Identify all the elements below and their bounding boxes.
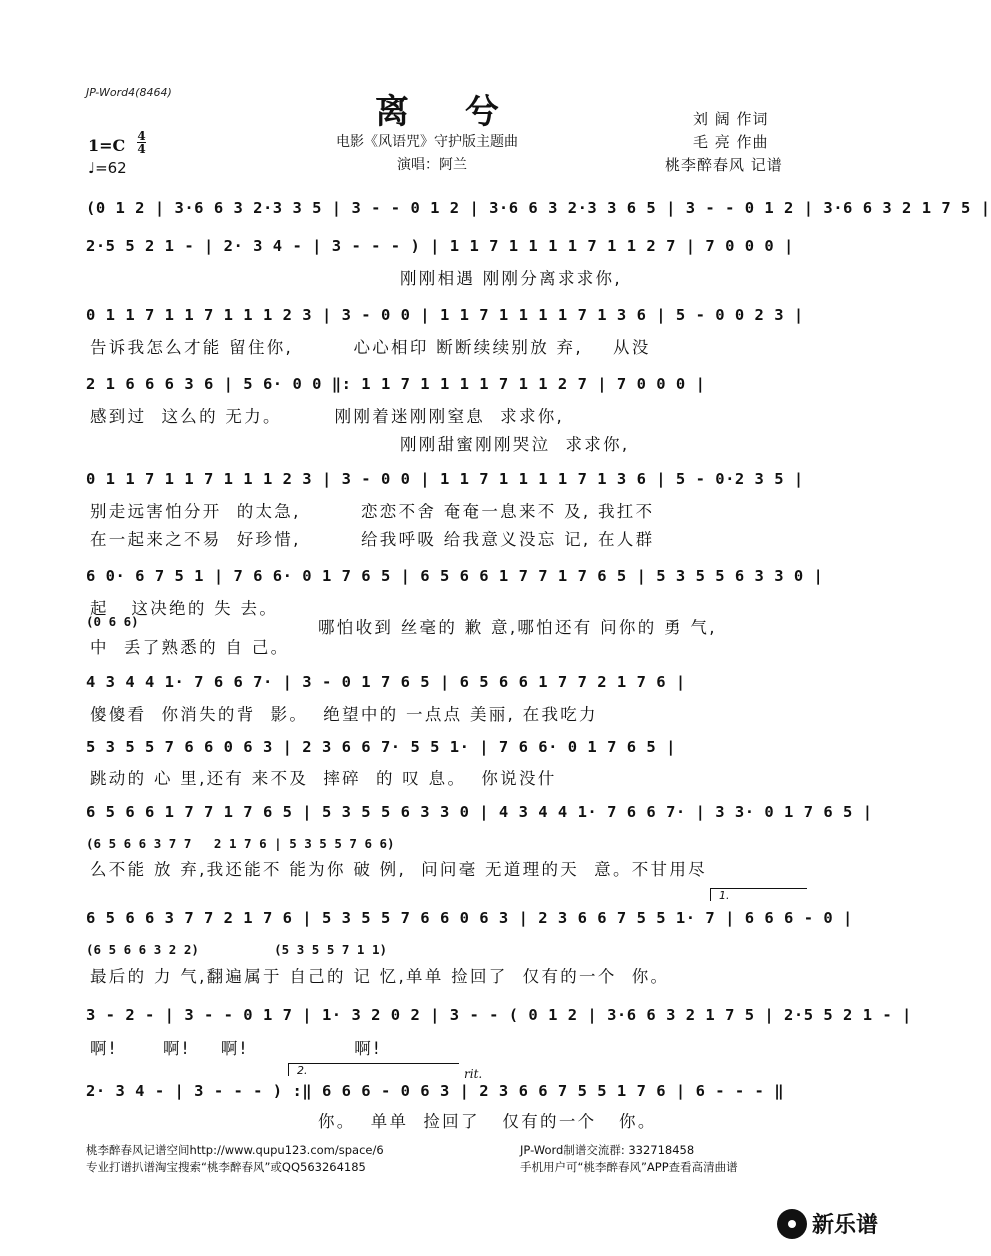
notation-line: 6 0· 6 7 5 1 | 7 6 6· 0 1 7 6 5 | 6 5 6 6 1 7 7 1 7 6 5 | 5 3 5 5 6 3 3 0 | — [86, 567, 824, 585]
tempo-marking: ♩=62 — [88, 159, 127, 177]
notation-line: 6 5 6 6 1 7 7 1 7 6 5 | 5 3 5 5 6 3 3 0 | 4 3 4 4 1· 7 6 6 7· | 3 3· 0 1 7 6 5 | — [86, 803, 873, 821]
notation-line: 6 5 6 6 3 7 7 2 1 7 6 | 5 3 5 5 7 6 6 0 6 3 | 2 3 6 6 7 5 5 1· 7 | 6 6 6 - 0 | — [86, 909, 853, 927]
volta-bracket-2 — [288, 1063, 459, 1076]
song-subtitle: 电影《风语咒》守护版主题曲 — [336, 134, 518, 150]
time-signature — [137, 130, 146, 155]
lyric-line: 中 丢了熟悉的 自 己。 — [90, 638, 290, 657]
time-signature-numerator: 4 — [137, 129, 146, 143]
lyric-line: 哪怕收到 丝毫的 歉 意,哪怕还有 问你的 勇 气, — [318, 618, 717, 637]
lyric-line: 你。 单单 捡回了 仅有的一个 你。 — [318, 1112, 657, 1131]
lyric-line: 么不能 放 弃,我还能不 能为你 破 例, 问问毫 无道理的天 意。不甘用尽 — [90, 860, 707, 879]
footer-note: JP-Word制谱交流群: 332718458 — [520, 1143, 695, 1157]
notation-line: 0 1 1 7 1 1 7 1 1 1 2 3 | 3 - 0 0 | 1 1 7 1 1 1 1 7 1 3 6 | 5 - 0·2 3 5 | — [86, 470, 804, 488]
song-title: 离 兮 — [375, 92, 521, 132]
ritardando-mark: rit. — [464, 1067, 483, 1081]
volta-label: 2. — [297, 1064, 308, 1077]
lyricist-credit: 刘 阔 作词 — [693, 110, 769, 128]
footer-note: 桃李醉春风记谱空间http://www.qupu123.com/space/6 — [86, 1143, 384, 1157]
harmony-line: (6 5 6 6 3 2 2) (5 3 5 5 7 1 1) — [86, 942, 388, 957]
footer-note: 手机用户可“桃李醉春风”APP查看高清曲谱 — [520, 1160, 738, 1174]
volta-label: 1. — [719, 889, 730, 902]
record-disc-icon — [777, 1209, 807, 1239]
lyric-line: 刚刚相遇 刚刚分离求求你, — [400, 269, 622, 288]
lyric-line: 跳动的 心 里,还有 来不及 摔碎 的 叹 息。 你说没什 — [90, 769, 557, 788]
lyric-line: 告诉我怎么才能 留住你, 心心相印 断断续续别放 弃, 从没 — [90, 338, 651, 357]
notation-line: (0 1 2 | 3·6 6 3 2·3 3 5 | 3 - - 0 1 2 | 3·6 6 3 2·3 3 6 5 | 3 - - 0 1 2 | 3·6 6 3 2 1 7 5 | — [86, 199, 991, 217]
lyric-line: 别走远害怕分开 的太急, 恋恋不舍 奄奄一息来不 及, 我扛不 — [90, 502, 655, 521]
notation-line: 2·5 5 2 1 - | 2· 3 4 - | 3 - - - ) | 1 1 7 1 1 1 1 7 1 1 2 7 | 7 0 0 0 | — [86, 237, 794, 255]
lyric-line: 感到过 这么的 无力。 刚刚着迷刚刚窒息 求求你, — [90, 407, 565, 426]
harmony-line: (0 6 6) — [86, 614, 139, 629]
transcriber-credit: 桃李醉春风 记谱 — [665, 156, 783, 174]
volta-bracket-1 — [710, 888, 807, 901]
lyric-line: 啊! 啊! 啊! 啊! — [90, 1039, 382, 1058]
singer-credit: 演唱：阿兰 — [397, 157, 467, 173]
notation-line: 3 - 2 - | 3 - - 0 1 7 | 1· 3 2 0 2 | 3 - - ( 0 1 2 | 3·6 6 3 2 1 7 5 | 2·5 5 2 1 - | — [86, 1006, 912, 1024]
footer-note: 专业打谱扒谱淘宝搜索“桃李醉春风”或QQ563264185 — [86, 1160, 366, 1174]
logo-text: 新乐谱 — [812, 1213, 879, 1238]
lyric-line: 刚刚甜蜜刚刚哭泣 求求你, — [400, 435, 630, 454]
notation-line: 5 3 5 5 7 6 6 0 6 3 | 2 3 6 6 7· 5 5 1· | 7 6 6· 0 1 7 6 5 | — [86, 738, 676, 756]
lyric-line: 最后的 力 气,翻遍属于 自己的 记 忆,单单 捡回了 仅有的一个 你。 — [90, 967, 670, 986]
lyric-line: 傻傻看 你消失的背 影。 绝望中的 一点点 美丽, 在我吃力 — [90, 705, 598, 724]
notation-line: 2 1 6 6 6 3 6 | 5 6· 0 0 ‖: 1 1 7 1 1 1 1 7 1 1 2 7 | 7 0 0 0 | — [86, 375, 706, 393]
notation-line: 4 3 4 4 1· 7 6 6 7· | 3 - 0 1 7 6 5 | 6 5 6 6 1 7 7 2 1 7 6 | — [86, 673, 686, 691]
composer-credit: 毛 亮 作曲 — [693, 133, 769, 151]
time-signature-denominator: 4 — [137, 142, 146, 156]
site-logo — [777, 1208, 878, 1239]
notation-line: 2· 3 4 - | 3 - - - ) :‖ 6 6 6 - 0 6 3 | 2 3 6 6 7 5 5 1 7 6 | 6 - - - ‖ — [86, 1082, 785, 1100]
lyric-line: 起 这决绝的 失 去。 — [90, 599, 279, 618]
software-tag: JP-Word4(8464) — [86, 86, 172, 99]
notation-line: 0 1 1 7 1 1 7 1 1 1 2 3 | 3 - 0 0 | 1 1 7 1 1 1 1 7 1 3 6 | 5 - 0 0 2 3 | — [86, 306, 804, 324]
harmony-line: (6 5 6 6 3 7 7 2 1 7 6 | 5 3 5 5 7 6 6) — [86, 836, 395, 851]
lyric-line: 在一起来之不易 好珍惜, 给我呼吸 给我意义没忘 记, 在人群 — [90, 530, 655, 549]
key-signature: 1=C — [88, 136, 126, 155]
